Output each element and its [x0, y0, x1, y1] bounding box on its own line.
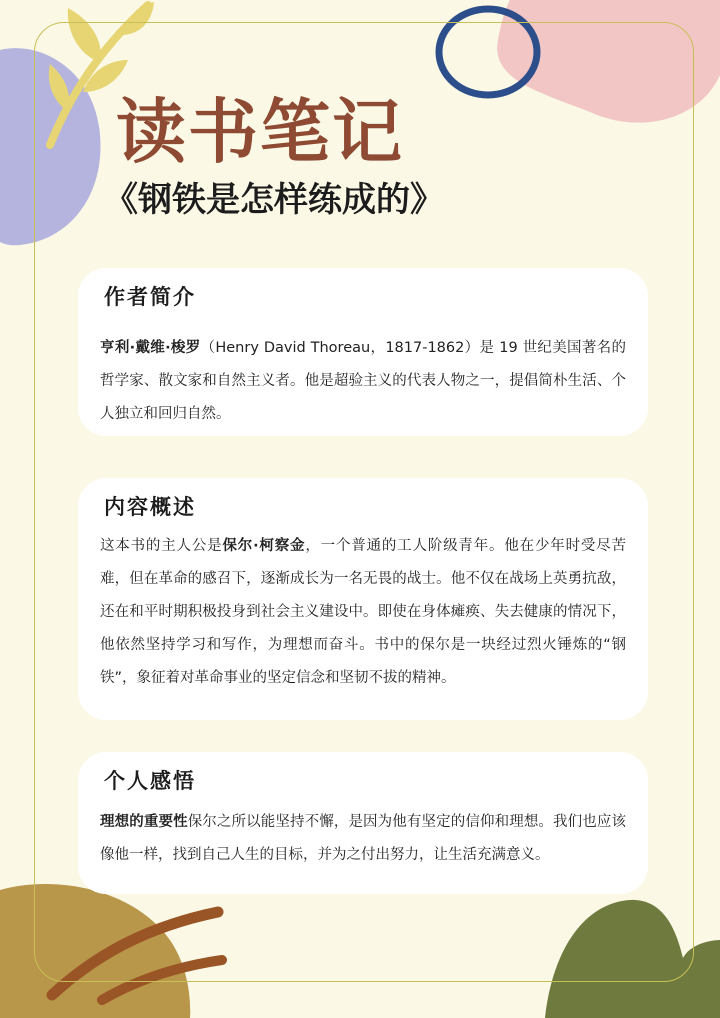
content-summary-text: [100, 530, 626, 695]
personal-reflection-text: [100, 806, 626, 872]
author-intro-heading: 作者简介: [104, 285, 196, 309]
content-summary-heading: 内容概述: [104, 495, 196, 519]
author-name: 亨利·戴维·梭罗: [100, 340, 201, 356]
personal-reflection-heading: 个人感悟: [104, 769, 196, 793]
protagonist-name: 保尔·柯察金: [222, 538, 306, 554]
book-title: 《钢铁是怎样练成的》: [104, 180, 444, 220]
summary-text-start: 这本书的主人公是: [100, 538, 223, 554]
content-summary-card: [78, 478, 648, 720]
reflection-body: 保尔之所以能坚持不懈，是因为他有坚定的信仰和理想。我们也应该像他一样，找到自己人生的目标，并为之付出努力，让生活充满意义。: [100, 814, 626, 863]
author-intro-text: [100, 332, 626, 431]
summary-text-rest: ，一个普通的工人阶级青年。他在少年时受尽苦难，但在革命的感召下，逐渐成长为一名无畏的战士。他不仅在战场上英勇抗敌，还在和平时期积极投身到社会主义建设中。即使在身体瘫痪、失去健康的情况下，他依然坚持学习和写作，为理想而奋斗。书中的保尔是一块经过烈火锤炼的“钢铁”，象征着对革命事业的坚定信念和坚韧不拔的精神。: [100, 538, 626, 686]
page-title: 读书笔记: [116, 91, 404, 173]
reflection-keyword: 理想的重要性: [100, 814, 188, 830]
author-description: （Henry David Thoreau，1817-1862）是 19 世纪美国著名的哲学家、散文家和自然主义者。他是超验主义的代表人物之一，提倡简朴生活、个人独立和回归自然。: [100, 340, 626, 422]
personal-reflection-card: [78, 752, 648, 894]
author-intro-card: [78, 268, 648, 436]
